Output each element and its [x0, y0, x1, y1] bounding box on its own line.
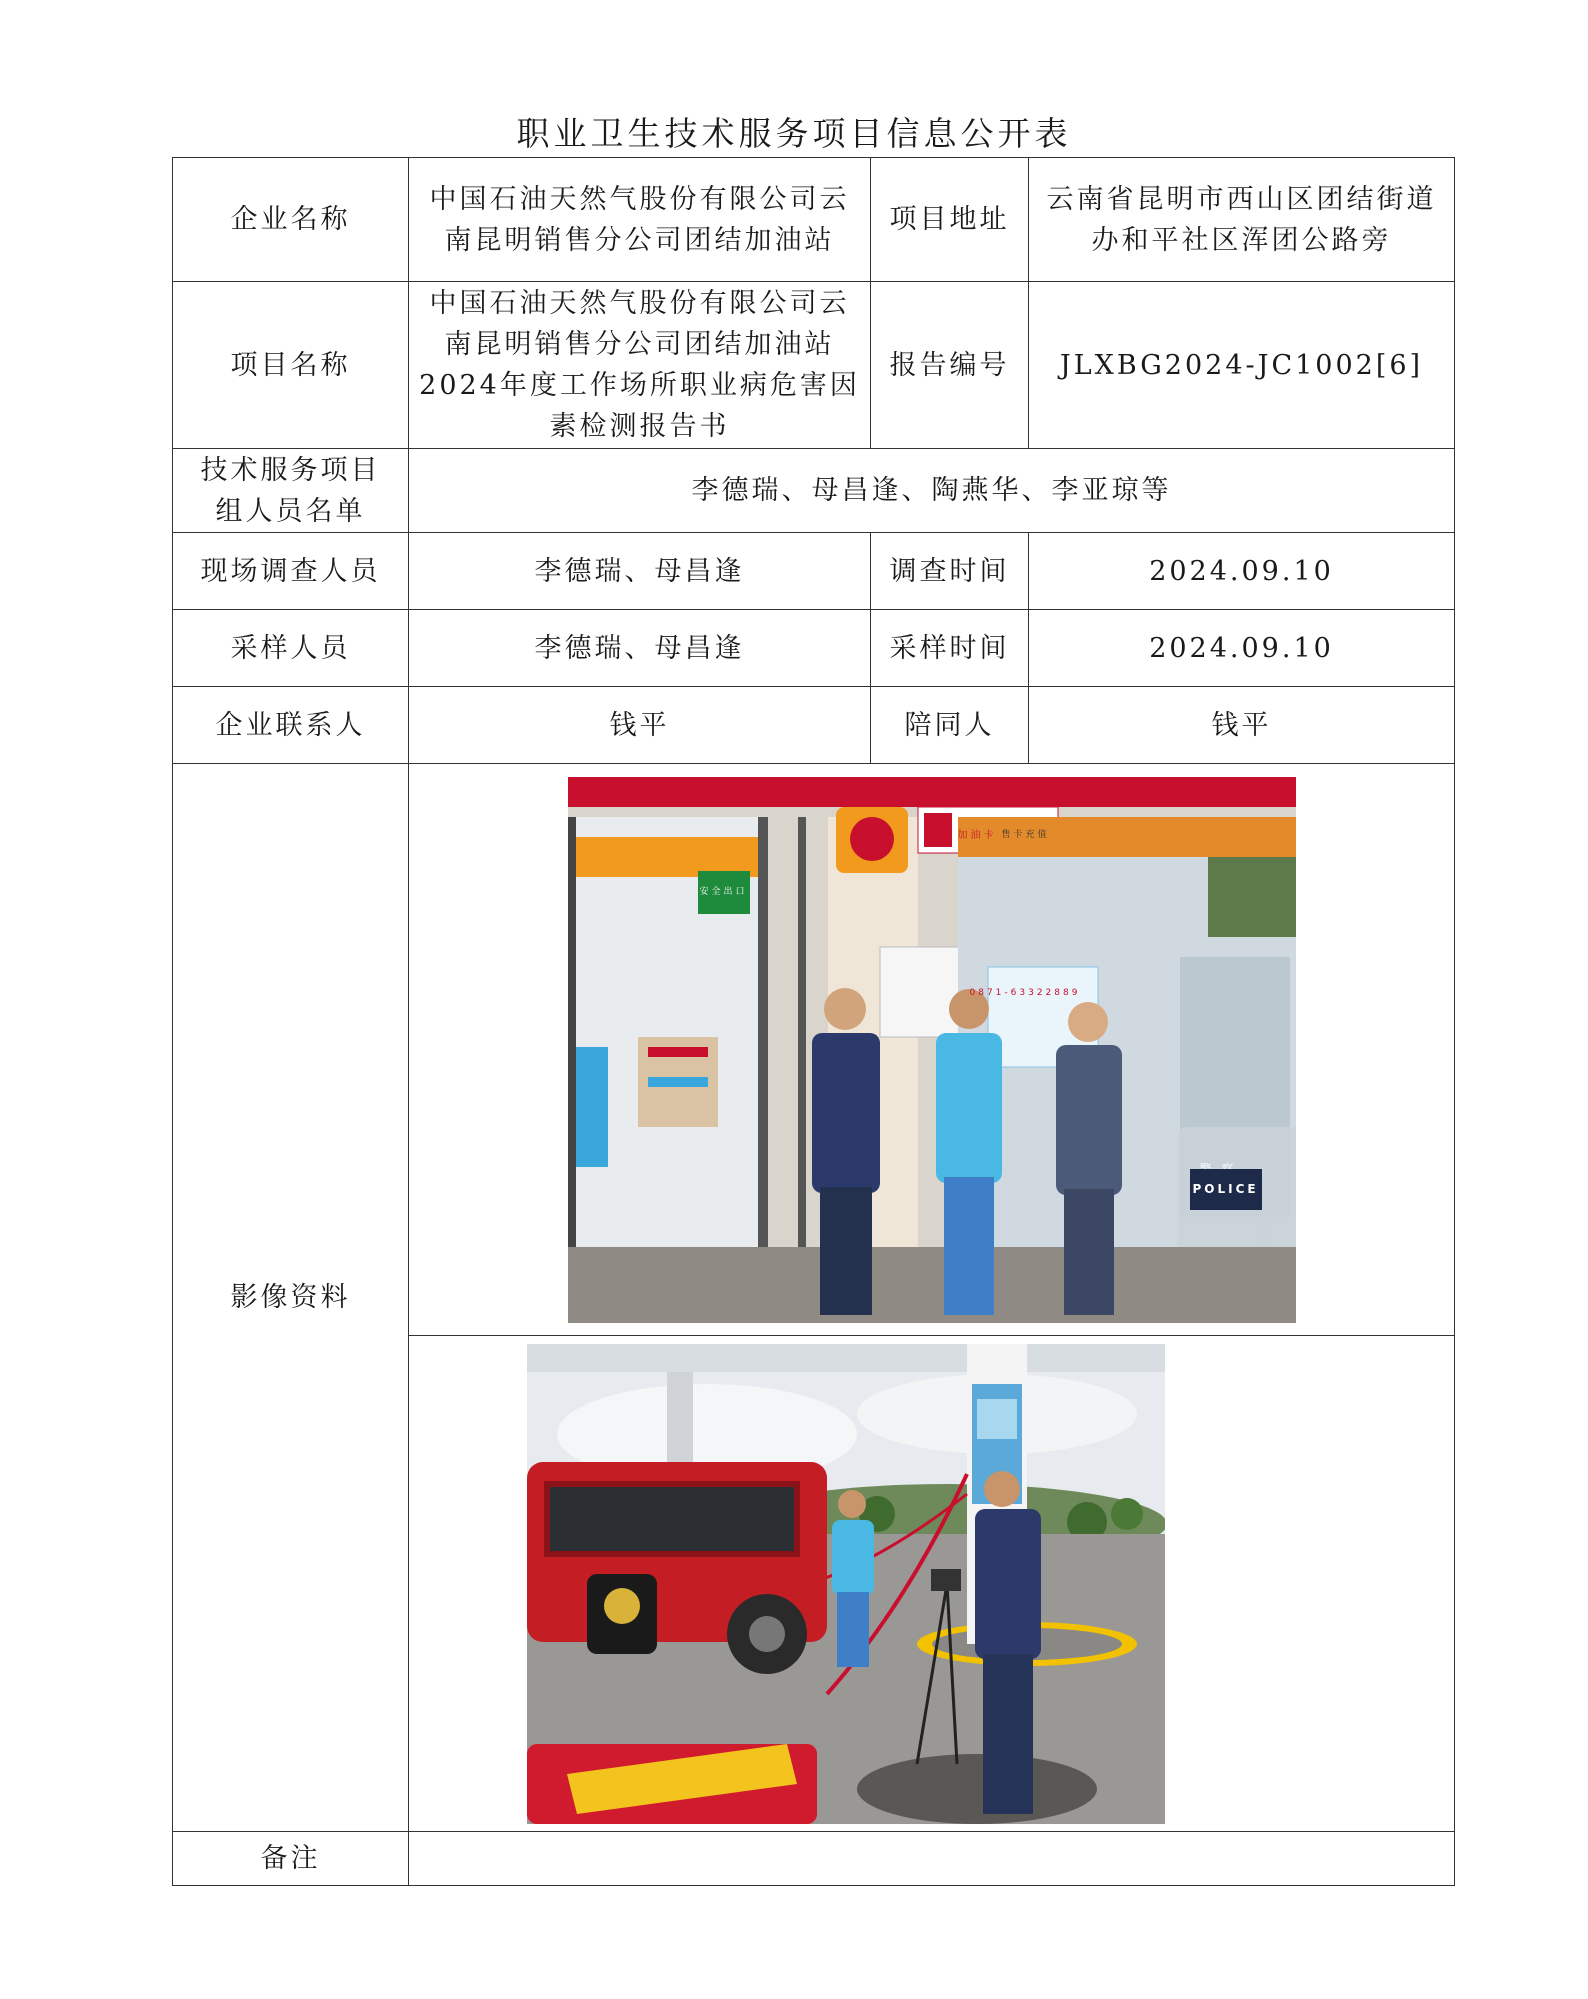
- photo-station-shop: [568, 777, 1296, 1323]
- remark-value: [409, 1832, 1455, 1886]
- escort-label: 陪同人: [871, 687, 1029, 764]
- phone-sign-text: 0871-63322889: [969, 987, 1081, 998]
- project-value: 中国石油天然气股份有限公司云南昆明销售分公司团结加油站2024年度工作场所职业病危害因素检测报告书: [409, 282, 871, 449]
- table-row: [173, 158, 1455, 282]
- recharge-sign-text: 售卡充值: [1001, 829, 1050, 840]
- photo-sampling-forecourt: [527, 1344, 1165, 1824]
- table-row: [173, 687, 1455, 764]
- survey-staff-value: 李德瑞、母昌逢: [409, 533, 871, 610]
- sampling-staff-label: 采样人员: [173, 610, 409, 687]
- images-label: 影像资料: [173, 764, 409, 1832]
- info-table: [172, 157, 1455, 1886]
- page-title: 职业卫生技术服务项目信息公开表: [516, 114, 1072, 153]
- sampling-staff-value: 李德瑞、母昌逢: [409, 610, 871, 687]
- table-row: [173, 533, 1455, 610]
- sampling-time-label: 采样时间: [871, 610, 1029, 687]
- sampling-time-value: 2024.09.10: [1029, 610, 1455, 687]
- team-value: 李德瑞、母昌逢、陶燕华、李亚琼等: [409, 449, 1455, 533]
- report-no-value: JLXBG2024-JC1002[6]: [1029, 282, 1455, 449]
- address-value: 云南省昆明市西山区团结街道办和平社区浑团公路旁: [1029, 158, 1455, 282]
- address-label: 项目地址: [871, 158, 1029, 282]
- table-row: [173, 764, 1455, 1336]
- report-no-label: 报告编号: [871, 282, 1029, 449]
- survey-time-label: 调查时间: [871, 533, 1029, 610]
- exit-sign-text: 安全出口: [698, 871, 750, 914]
- team-label: 技术服务项目组人员名单: [173, 449, 409, 533]
- survey-time-value: 2024.09.10: [1029, 533, 1455, 610]
- contact-value: 钱平: [409, 687, 871, 764]
- table-row: [173, 282, 1455, 449]
- company-value: 中国石油天然气股份有限公司云南昆明销售分公司团结加油站: [409, 158, 871, 282]
- company-label: 企业名称: [173, 158, 409, 282]
- police-text: POLICE: [1190, 1169, 1262, 1210]
- survey-staff-label: 现场调查人员: [173, 533, 409, 610]
- table-row: [173, 449, 1455, 533]
- contact-label: 企业联系人: [173, 687, 409, 764]
- project-label: 项目名称: [173, 282, 409, 449]
- card-sign-text: 加油卡: [957, 829, 997, 841]
- escort-value: 钱平: [1029, 687, 1455, 764]
- table-row: [173, 1832, 1455, 1886]
- remark-label: 备注: [173, 1832, 409, 1886]
- table-row: [173, 610, 1455, 687]
